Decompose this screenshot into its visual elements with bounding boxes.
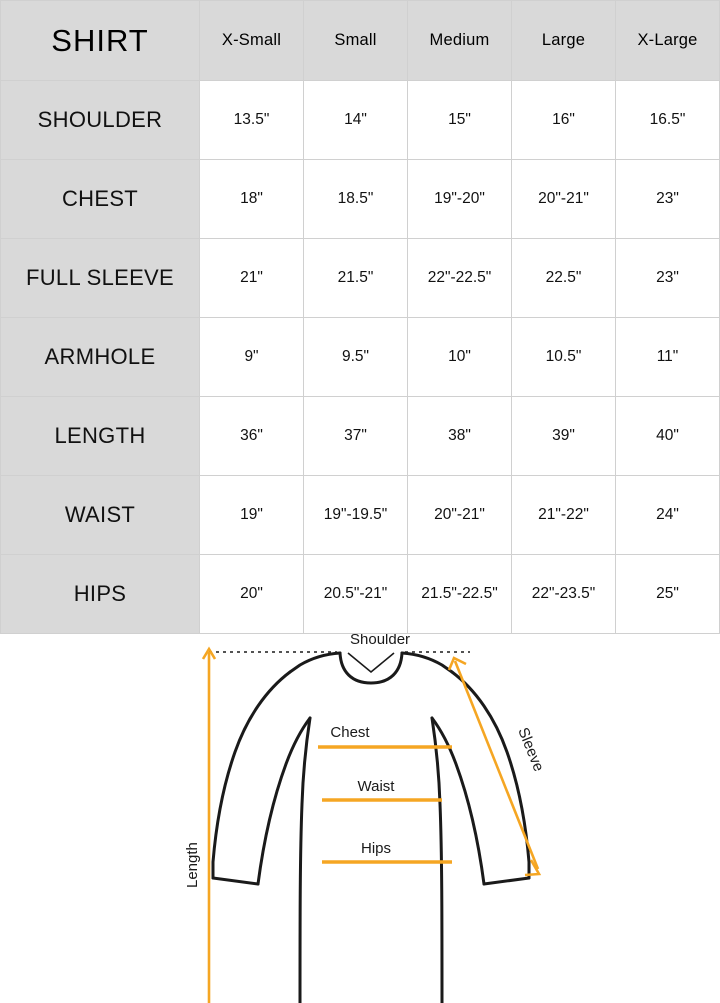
cell-shoulder-medium: 15"	[408, 81, 512, 160]
column-header-small: Small	[304, 1, 408, 81]
cell-length-small: 37"	[304, 397, 408, 476]
table-row	[1, 476, 720, 555]
table-row	[1, 555, 720, 634]
cell-hips-large: 22"-23.5"	[512, 555, 616, 634]
column-header-large: Large	[512, 1, 616, 81]
cell-armhole-small: 9.5"	[304, 318, 408, 397]
table-row	[1, 81, 720, 160]
row-label-shoulder: SHOULDER	[1, 81, 200, 160]
table-row	[1, 239, 720, 318]
label-chest: Chest	[330, 724, 370, 741]
label-waist: Waist	[357, 778, 395, 795]
column-header-x-large: X-Large	[616, 1, 720, 81]
cell-shoulder-x-small: 13.5"	[200, 81, 304, 160]
column-header-x-small: X-Small	[200, 1, 304, 81]
table-row	[1, 397, 720, 476]
label-length: Length	[184, 842, 201, 888]
row-label-hips: HIPS	[1, 555, 200, 634]
cell-armhole-x-small: 9"	[200, 318, 304, 397]
cell-full-sleeve-large: 22.5"	[512, 239, 616, 318]
cell-length-medium: 38"	[408, 397, 512, 476]
row-label-waist: WAIST	[1, 476, 200, 555]
cell-length-x-small: 36"	[200, 397, 304, 476]
cell-chest-x-small: 18"	[200, 160, 304, 239]
label-shoulder: Shoulder	[350, 634, 411, 648]
cell-hips-small: 20.5"-21"	[304, 555, 408, 634]
cell-full-sleeve-x-large: 23"	[616, 239, 720, 318]
cell-waist-x-large: 24"	[616, 476, 720, 555]
length-measure-line	[203, 649, 215, 1003]
garment-outline-icon	[213, 653, 529, 1003]
shoulder-arrow-icon	[348, 653, 394, 672]
cell-length-large: 39"	[512, 397, 616, 476]
cell-shoulder-large: 16"	[512, 81, 616, 160]
cell-shoulder-small: 14"	[304, 81, 408, 160]
cell-hips-x-large: 25"	[616, 555, 720, 634]
cell-chest-small: 18.5"	[304, 160, 408, 239]
cell-chest-large: 20"-21"	[512, 160, 616, 239]
cell-waist-small: 19"-19.5"	[304, 476, 408, 555]
table-row	[1, 318, 720, 397]
cell-chest-medium: 19"-20"	[408, 160, 512, 239]
table-title: SHIRT	[1, 1, 200, 81]
column-header-medium: Medium	[408, 1, 512, 81]
label-sleeve: Sleeve	[514, 725, 548, 775]
cell-armhole-large: 10.5"	[512, 318, 616, 397]
cell-waist-large: 21"-22"	[512, 476, 616, 555]
cell-waist-x-small: 19"	[200, 476, 304, 555]
cell-waist-medium: 20"-21"	[408, 476, 512, 555]
row-label-armhole: ARMHOLE	[1, 318, 200, 397]
sleeve-measure-line	[449, 658, 539, 875]
cell-shoulder-x-large: 16.5"	[616, 81, 720, 160]
measurement-diagram	[0, 634, 720, 1003]
cell-full-sleeve-x-small: 21"	[200, 239, 304, 318]
cell-hips-medium: 21.5"-22.5"	[408, 555, 512, 634]
label-hips: Hips	[360, 840, 392, 857]
table-header-row	[1, 1, 720, 81]
cell-full-sleeve-small: 21.5"	[304, 239, 408, 318]
row-label-full-sleeve: FULL SLEEVE	[1, 239, 200, 318]
table-row	[1, 160, 720, 239]
row-label-chest: CHEST	[1, 160, 200, 239]
cell-length-x-large: 40"	[616, 397, 720, 476]
cell-armhole-medium: 10"	[408, 318, 512, 397]
cell-armhole-x-large: 11"	[616, 318, 720, 397]
cell-hips-x-small: 20"	[200, 555, 304, 634]
cell-full-sleeve-medium: 22"-22.5"	[408, 239, 512, 318]
row-label-length: LENGTH	[1, 397, 200, 476]
cell-chest-x-large: 23"	[616, 160, 720, 239]
